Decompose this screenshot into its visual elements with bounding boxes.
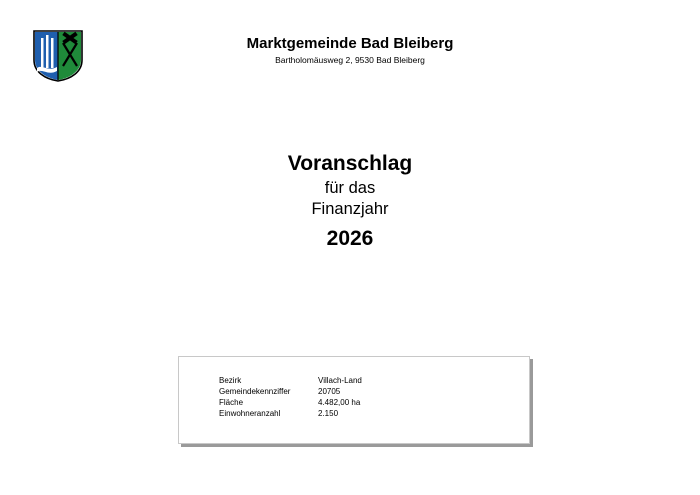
info-row-district: [219, 376, 362, 386]
info-value: 20705: [318, 387, 341, 396]
document-title: Voranschlag: [287, 152, 413, 175]
municipality-address: Bartholomäusweg 2, 9530 Bad Bleiberg: [275, 55, 425, 65]
document-subtitle-line-1: für das: [324, 179, 376, 197]
document-subtitle-line-2: Finanzjahr: [311, 200, 389, 218]
info-value: 4.482,00 ha: [318, 398, 361, 407]
fiscal-year: 2026: [326, 227, 374, 250]
info-row-population: [219, 409, 338, 419]
info-value: 2.150: [318, 409, 339, 418]
info-label: Einwohneranzahl: [219, 409, 281, 418]
info-value: Villach-Land: [318, 376, 362, 385]
info-row-municipality-code: [219, 387, 340, 397]
info-label: Fläche: [219, 398, 244, 407]
title-block: [0, 150, 700, 253]
info-row-area: [219, 398, 360, 408]
info-label: Gemeindekennziffer: [219, 387, 291, 396]
municipality-info-box: [178, 356, 530, 444]
info-label: Bezirk: [219, 376, 242, 385]
municipality-name: Marktgemeinde Bad Bleiberg: [246, 35, 454, 52]
